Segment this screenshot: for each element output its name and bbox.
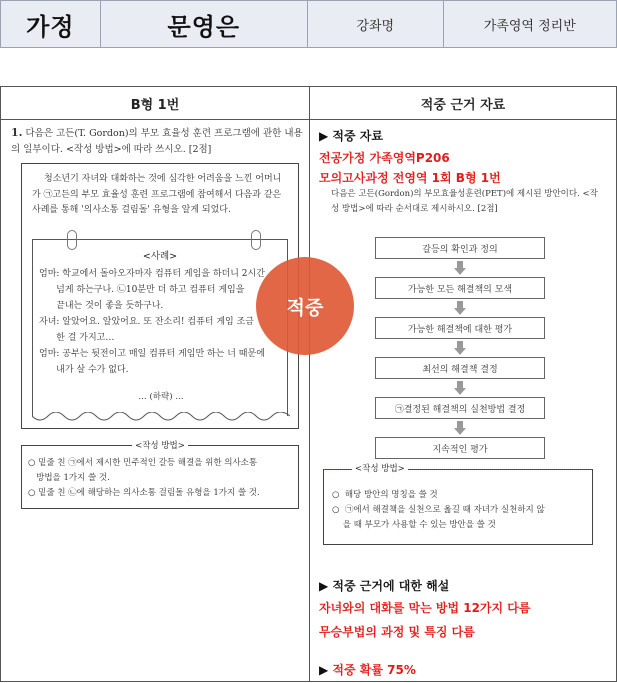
flow-step: 가능한 모든 해결책의 모색 [375, 277, 545, 299]
down-arrow-icon [454, 341, 466, 355]
evidence-method-line: 을 때 부모가 사용할 수 있는 방안을 쓸 것 [332, 520, 496, 530]
down-arrow-icon [454, 261, 466, 275]
evidence-method-line: ○ ㉠에서 해결책을 실천으로 옮길 때 자녀가 실천하지 않 [332, 505, 545, 515]
case-title: <사례> [142, 251, 178, 262]
method-box [21, 441, 299, 509]
case-line: 엄마: 공부는 뒷전이고 매일 컴퓨터 게임만 하는 너 때문에 [39, 349, 265, 359]
evidence-method-list [332, 488, 588, 533]
column-divider [309, 87, 310, 681]
case-paper [32, 239, 288, 416]
question-text: 다음은 고든(T. Gordon)의 부모 효율성 훈련 프로그램에 관한 내용의 일부이다. <작성 방법>에 따라 쓰시오. [2점] [11, 128, 303, 155]
evidence-heading: ▶ 적중 자료 [319, 129, 383, 143]
flow-step: 갈등의 확인과 정의 [375, 237, 545, 259]
flow-step: 지속적인 평가 [375, 437, 545, 459]
case-line: 엄마: 학교에서 돌아오자마자 컴퓨터 게임을 하더니 2시간 [39, 269, 265, 279]
evidence-method-line: ○ 해당 방안의 명칭을 쓸 것 [332, 490, 438, 500]
question-number: 1. [11, 126, 23, 139]
method-list [28, 456, 296, 501]
case-line: 한 걸 가지고… [39, 333, 115, 343]
case-line: 넘게 하는구나. ㉡10분만 더 하고 컴퓨터 게임을 [39, 285, 245, 295]
method-line: ○ 밑줄 친 ㉡에 해당하는 의사소통 걸림돌 유형을 1가지 쓸 것. [28, 488, 260, 498]
left-column-header: B형 1번 [1, 87, 309, 120]
evidence-question-text: 다음은 고든(Gordon)의 부모효율성훈련(PET)에 제시된 방안이다. <작성 방법>에 따라 순서대로 제시하시오. [2점] [331, 189, 598, 214]
explanation-line-1: 자녀와의 대화를 막는 방법 12가지 다름 [319, 601, 531, 615]
paper-clip-icon [251, 230, 261, 250]
method-line: ○ 밑줄 친 ㉠에서 제시한 민주적인 갈등 해결을 위한 의사소통 [28, 458, 258, 468]
evidence-source-1: 전공가정 가족영역P206 [319, 151, 450, 165]
flow-step: 최선의 해결책 결정 [375, 357, 545, 379]
explanation-heading: ▶ 적중 근거에 대한 해설 [319, 579, 450, 593]
method-line: 방법을 1가지 쓸 것. [28, 473, 110, 483]
question-stem [11, 125, 303, 158]
comparison-table [0, 86, 617, 682]
teacher-cell: 문영은 [101, 1, 308, 47]
down-arrow-icon [454, 301, 466, 315]
explanation-line-2: 무승부법의 과정 및 특징 다름 [319, 625, 475, 639]
flow-step: ㉠결정된 해결책의 실천방법 결정 [375, 397, 545, 419]
evidence-source-2: 모의고사과정 전영역 1회 B형 1번 [319, 171, 501, 185]
case-ellipsis: … (하략) … [138, 392, 184, 402]
method-title: <작성 방법> [132, 441, 188, 451]
header-table [0, 0, 617, 48]
subject-cell: 가정 [1, 1, 101, 47]
right-column-header: 적중 근거 자료 [310, 87, 616, 120]
torn-edge-decoration [32, 412, 290, 426]
hit-rate [319, 661, 416, 678]
course-label-cell: 강좌명 [308, 1, 444, 47]
case-dialogue [39, 266, 283, 378]
down-arrow-icon [454, 381, 466, 395]
case-line: 끝내는 것이 좋을 듯하구나. [39, 301, 164, 311]
case-line: 자녀: 알았어요. 알았어요. 또 잔소리! 컴퓨터 게임 조금 [39, 317, 254, 327]
course-name-cell: 가족영역 정리반 [483, 18, 576, 34]
case-line: 내가 살 수가 없다. [39, 365, 129, 375]
down-arrow-icon [454, 421, 466, 435]
hit-rate-text: ▶ 적중 확률 75% [319, 663, 416, 677]
passage-text: 청소년기 자녀와 대화하는 것에 심각한 어려움을 느낀 어머니가 ㉠고든의 부모 효율성 훈련 프로그램에 참여해서 다음과 같은 사례를 통해 '의사소통 걸림돌' 유형을 알게 되었다. [32, 174, 282, 215]
hit-badge: 적중 [256, 257, 354, 355]
evidence-method-title: <작성 방법> [352, 462, 408, 474]
evidence-method-box [323, 464, 593, 545]
flow-step: 가능한 해결책에 대한 평가 [375, 317, 545, 339]
paper-clip-icon [67, 230, 77, 250]
